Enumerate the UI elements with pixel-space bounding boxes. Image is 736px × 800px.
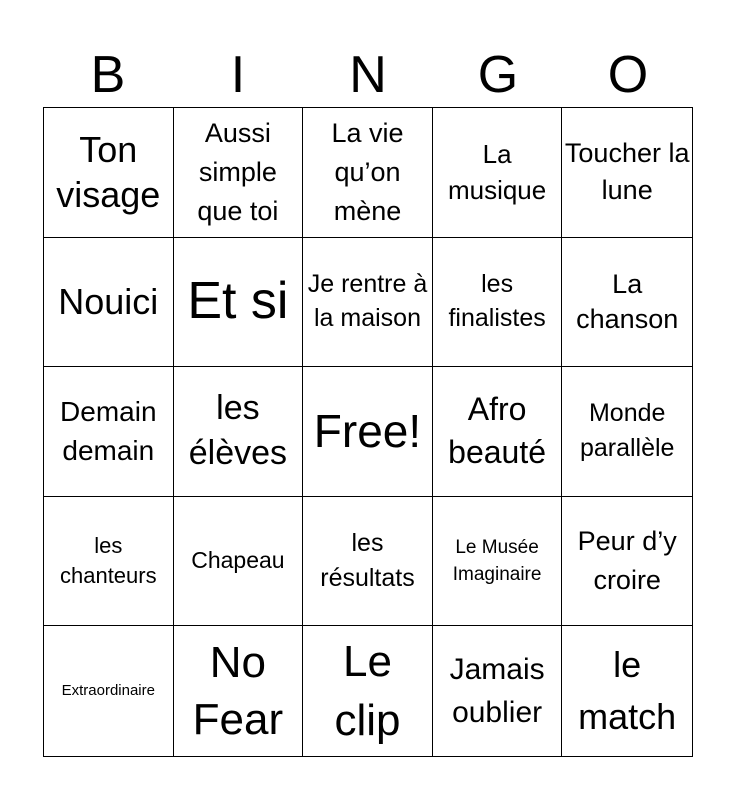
bingo-cell[interactable] [303, 626, 433, 756]
bingo-cell-text: Afro beauté [448, 391, 547, 471]
bingo-cell[interactable] [562, 626, 692, 756]
bingo-cell[interactable] [303, 497, 433, 627]
bingo-cell[interactable] [433, 367, 563, 497]
bingo-cell-text: Le Musée Imaginaire [452, 536, 542, 586]
bingo-cell-text: Je rentre à la maison [307, 270, 428, 332]
bingo-cell[interactable] [433, 108, 563, 238]
header-letter-g: G [477, 46, 519, 104]
bingo-cell[interactable] [303, 108, 433, 238]
bingo-grid [43, 107, 693, 757]
bingo-cell[interactable] [174, 108, 304, 238]
bingo-cell-text: Ton visage [56, 129, 161, 216]
header-letter-o: O [607, 46, 649, 104]
bingo-cell-text: Peur d’y croire [577, 525, 677, 596]
bingo-cell-text: les finalistes [448, 270, 546, 332]
header-letter-b: B [90, 46, 126, 104]
bingo-cell[interactable] [174, 626, 304, 756]
bingo-cell-text: les chanteurs [59, 533, 157, 589]
bingo-cell-text: Monde parallèle [579, 399, 675, 463]
bingo-cell[interactable] [433, 238, 563, 368]
bingo-cell-text: La musique [447, 138, 547, 206]
bingo-cell-text: Free! [313, 404, 422, 457]
bingo-cell-text: Chapeau [191, 547, 285, 574]
bingo-cell-text: No Fear [192, 638, 284, 745]
bingo-cell[interactable] [562, 108, 692, 238]
bingo-cell[interactable] [433, 497, 563, 627]
bingo-cell-text: Extraordinaire [61, 682, 155, 700]
bingo-cell[interactable] [44, 108, 174, 238]
bingo-cell-text: Aussi simple que toi [197, 117, 279, 226]
bingo-cell[interactable] [44, 367, 174, 497]
bingo-cell-text: les résultats [320, 529, 415, 593]
bingo-cell-text: La chanson [576, 268, 679, 334]
bingo-cell[interactable] [44, 626, 174, 756]
bingo-cell-text: Le clip [334, 636, 401, 746]
bingo-cell-text: Et si [187, 272, 289, 331]
bingo-cell-text: Jamais oublier [449, 652, 545, 730]
bingo-cell[interactable] [44, 497, 174, 627]
bingo-cell[interactable] [562, 238, 692, 368]
bingo-cell-text: Toucher la lune [564, 137, 690, 206]
bingo-cell-text: les élèves [188, 388, 288, 473]
bingo-header [43, 44, 693, 106]
bingo-cell-text: le match [578, 644, 677, 738]
bingo-cell[interactable] [174, 367, 304, 497]
bingo-cell[interactable] [562, 367, 692, 497]
header-letter-n: N [349, 46, 387, 104]
bingo-cell[interactable] [303, 367, 433, 497]
bingo-cell-text: Nouici [58, 281, 159, 323]
bingo-cell-text: Demain demain [60, 396, 157, 467]
bingo-cell[interactable] [44, 238, 174, 368]
bingo-cell[interactable] [174, 238, 304, 368]
bingo-cell-text: La vie qu’on mène [331, 117, 404, 226]
bingo-cell[interactable] [174, 497, 304, 627]
bingo-cell[interactable] [433, 626, 563, 756]
bingo-cell[interactable] [303, 238, 433, 368]
header-letter-i: I [230, 46, 246, 104]
bingo-cell[interactable] [562, 497, 692, 627]
